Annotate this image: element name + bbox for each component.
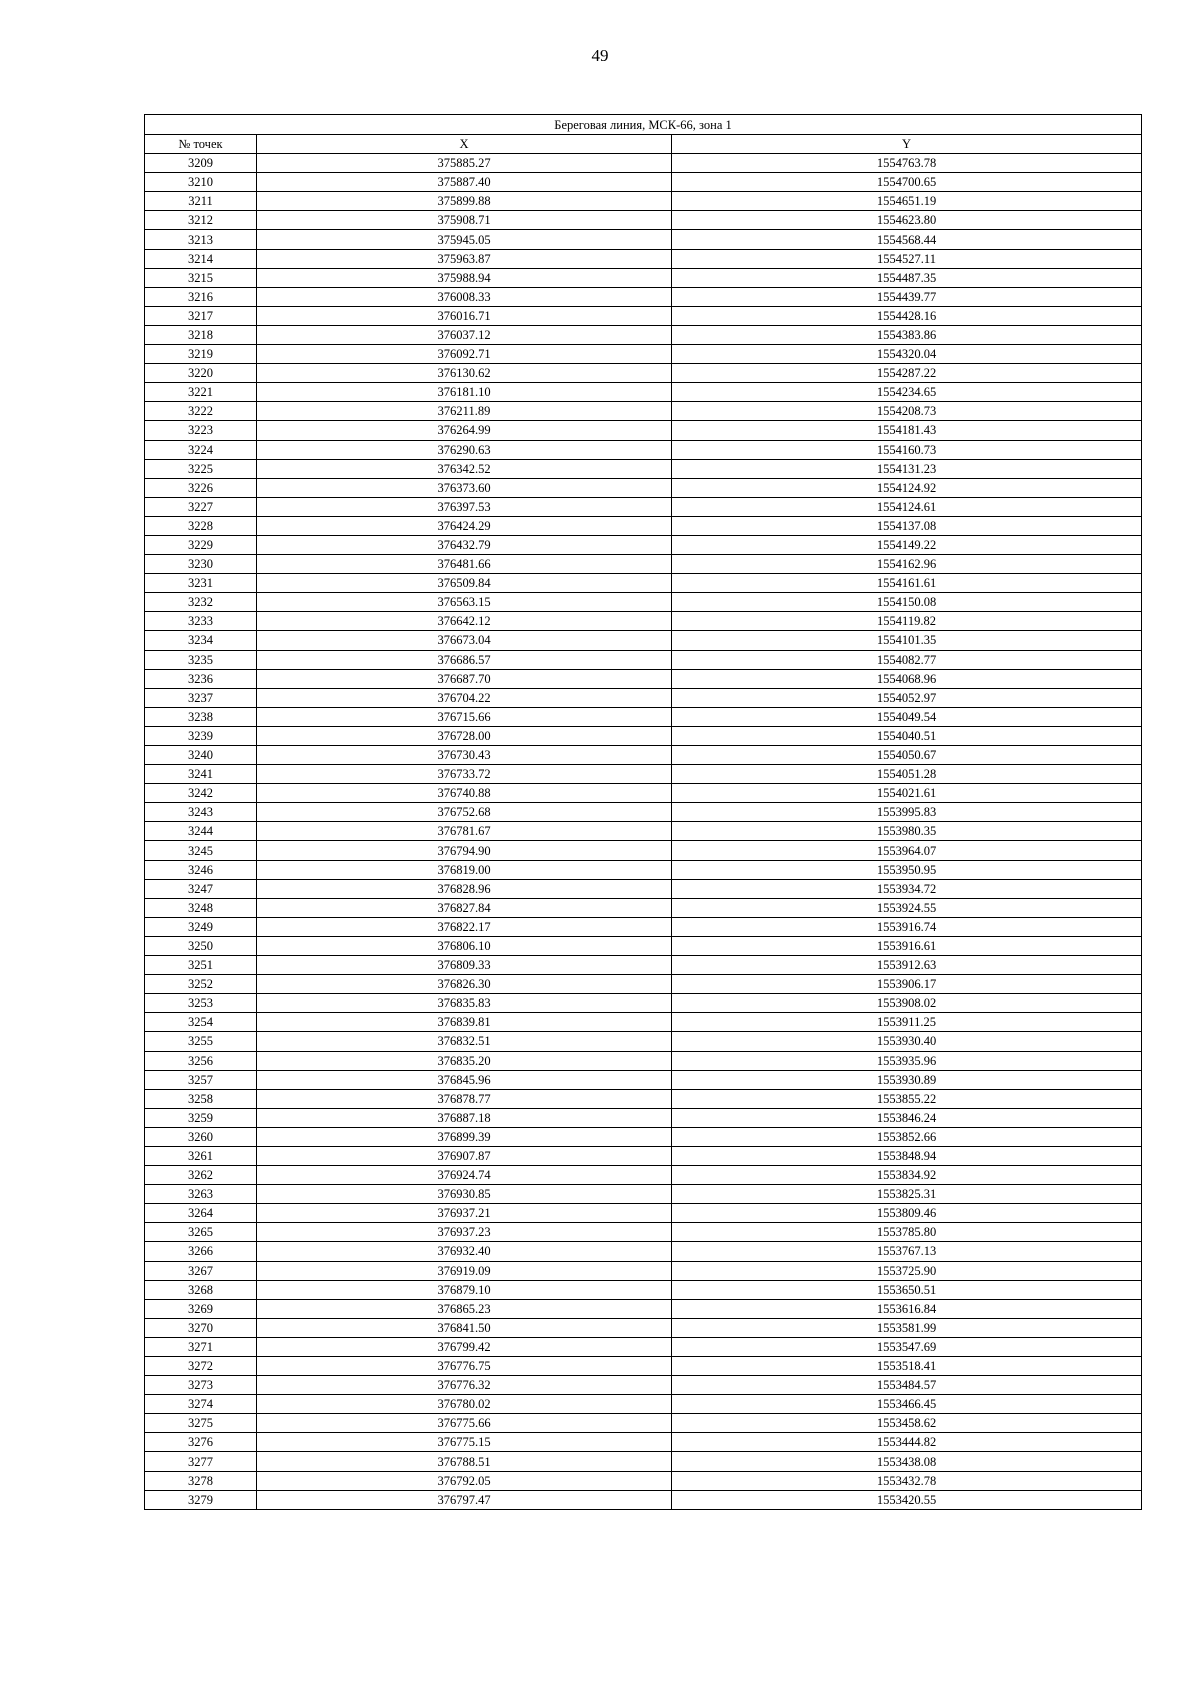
point-number-cell: 3249 xyxy=(145,917,257,936)
table-row xyxy=(145,994,1142,1013)
point-number-cell: 3275 xyxy=(145,1414,257,1433)
table-row xyxy=(145,516,1142,535)
table-row xyxy=(145,669,1142,688)
x-coordinate-cell: 376937.23 xyxy=(257,1223,672,1242)
x-coordinate-cell: 376919.09 xyxy=(257,1261,672,1280)
table-row xyxy=(145,268,1142,287)
table-row xyxy=(145,230,1142,249)
x-coordinate-cell: 376687.70 xyxy=(257,669,672,688)
y-coordinate-cell: 1553916.74 xyxy=(672,917,1142,936)
y-coordinate-cell: 1554160.73 xyxy=(672,440,1142,459)
x-coordinate-cell: 376373.60 xyxy=(257,478,672,497)
x-coordinate-cell: 376826.30 xyxy=(257,975,672,994)
table-row xyxy=(145,497,1142,516)
point-number-cell: 3273 xyxy=(145,1376,257,1395)
y-coordinate-cell: 1554181.43 xyxy=(672,421,1142,440)
table-row xyxy=(145,956,1142,975)
y-coordinate-cell: 1553547.69 xyxy=(672,1337,1142,1356)
x-coordinate-cell: 375887.40 xyxy=(257,173,672,192)
x-coordinate-cell: 376704.22 xyxy=(257,688,672,707)
table-row xyxy=(145,1032,1142,1051)
y-coordinate-cell: 1554082.77 xyxy=(672,650,1142,669)
table-row xyxy=(145,879,1142,898)
table-row xyxy=(145,612,1142,631)
x-coordinate-cell: 376799.42 xyxy=(257,1337,672,1356)
x-coordinate-cell: 376481.66 xyxy=(257,555,672,574)
x-coordinate-cell: 376776.75 xyxy=(257,1357,672,1376)
x-coordinate-cell: 376937.21 xyxy=(257,1204,672,1223)
y-coordinate-cell: 1554234.65 xyxy=(672,383,1142,402)
x-coordinate-cell: 376828.96 xyxy=(257,879,672,898)
point-number-cell: 3234 xyxy=(145,631,257,650)
x-coordinate-cell: 376728.00 xyxy=(257,726,672,745)
y-coordinate-cell: 1554651.19 xyxy=(672,192,1142,211)
table-row xyxy=(145,1337,1142,1356)
point-number-cell: 3247 xyxy=(145,879,257,898)
point-number-cell: 3246 xyxy=(145,860,257,879)
point-number-cell: 3232 xyxy=(145,593,257,612)
point-number-cell: 3256 xyxy=(145,1051,257,1070)
point-number-cell: 3274 xyxy=(145,1395,257,1414)
y-coordinate-cell: 1554320.04 xyxy=(672,345,1142,364)
y-coordinate-cell: 1553438.08 xyxy=(672,1452,1142,1471)
point-number-cell: 3220 xyxy=(145,364,257,383)
header-point-number: № точек xyxy=(145,135,257,154)
table-row xyxy=(145,1108,1142,1127)
table-row xyxy=(145,917,1142,936)
y-coordinate-cell: 1554568.44 xyxy=(672,230,1142,249)
point-number-cell: 3227 xyxy=(145,497,257,516)
table-row xyxy=(145,1357,1142,1376)
table-row xyxy=(145,154,1142,173)
point-number-cell: 3221 xyxy=(145,383,257,402)
table-row xyxy=(145,1204,1142,1223)
table-caption-row xyxy=(145,115,1142,135)
x-coordinate-cell: 376775.66 xyxy=(257,1414,672,1433)
point-number-cell: 3215 xyxy=(145,268,257,287)
y-coordinate-cell: 1554021.61 xyxy=(672,784,1142,803)
point-number-cell: 3268 xyxy=(145,1280,257,1299)
point-number-cell: 3214 xyxy=(145,249,257,268)
y-coordinate-cell: 1554700.65 xyxy=(672,173,1142,192)
table-row xyxy=(145,402,1142,421)
y-coordinate-cell: 1553935.96 xyxy=(672,1051,1142,1070)
point-number-cell: 3258 xyxy=(145,1089,257,1108)
point-number-cell: 3217 xyxy=(145,306,257,325)
x-coordinate-cell: 376730.43 xyxy=(257,746,672,765)
table-row xyxy=(145,306,1142,325)
y-coordinate-cell: 1553930.89 xyxy=(672,1070,1142,1089)
point-number-cell: 3248 xyxy=(145,898,257,917)
x-coordinate-cell: 375885.27 xyxy=(257,154,672,173)
y-coordinate-cell: 1554051.28 xyxy=(672,765,1142,784)
y-coordinate-cell: 1553444.82 xyxy=(672,1433,1142,1452)
point-number-cell: 3223 xyxy=(145,421,257,440)
x-coordinate-cell: 376092.71 xyxy=(257,345,672,364)
x-coordinate-cell: 376865.23 xyxy=(257,1299,672,1318)
y-coordinate-cell: 1553980.35 xyxy=(672,822,1142,841)
y-coordinate-cell: 1553916.61 xyxy=(672,936,1142,955)
y-coordinate-cell: 1553912.63 xyxy=(672,956,1142,975)
table-row xyxy=(145,1166,1142,1185)
point-number-cell: 3253 xyxy=(145,994,257,1013)
x-coordinate-cell: 376809.33 xyxy=(257,956,672,975)
table-row xyxy=(145,249,1142,268)
table-caption: Береговая линия, МСК-66, зона 1 xyxy=(145,115,1142,135)
x-coordinate-cell: 376397.53 xyxy=(257,497,672,516)
point-number-cell: 3231 xyxy=(145,574,257,593)
y-coordinate-cell: 1554527.11 xyxy=(672,249,1142,268)
y-coordinate-cell: 1554487.35 xyxy=(672,268,1142,287)
table-row xyxy=(145,1261,1142,1280)
y-coordinate-cell: 1554040.51 xyxy=(672,726,1142,745)
y-coordinate-cell: 1553924.55 xyxy=(672,898,1142,917)
x-coordinate-cell: 376211.89 xyxy=(257,402,672,421)
table-row xyxy=(145,1414,1142,1433)
point-number-cell: 3252 xyxy=(145,975,257,994)
y-coordinate-cell: 1553616.84 xyxy=(672,1299,1142,1318)
y-coordinate-cell: 1553518.41 xyxy=(672,1357,1142,1376)
x-coordinate-cell: 376432.79 xyxy=(257,535,672,554)
y-coordinate-cell: 1554623.80 xyxy=(672,211,1142,230)
x-coordinate-cell: 376819.00 xyxy=(257,860,672,879)
table-row xyxy=(145,1299,1142,1318)
point-number-cell: 3259 xyxy=(145,1108,257,1127)
point-number-cell: 3267 xyxy=(145,1261,257,1280)
y-coordinate-cell: 1553908.02 xyxy=(672,994,1142,1013)
x-coordinate-cell: 376181.10 xyxy=(257,383,672,402)
header-x: X xyxy=(257,135,672,154)
table-row xyxy=(145,746,1142,765)
x-coordinate-cell: 375988.94 xyxy=(257,268,672,287)
point-number-cell: 3270 xyxy=(145,1318,257,1337)
x-coordinate-cell: 376907.87 xyxy=(257,1146,672,1165)
point-number-cell: 3216 xyxy=(145,287,257,306)
table-row xyxy=(145,383,1142,402)
y-coordinate-cell: 1553834.92 xyxy=(672,1166,1142,1185)
y-coordinate-cell: 1554131.23 xyxy=(672,459,1142,478)
point-number-cell: 3219 xyxy=(145,345,257,364)
x-coordinate-cell: 376037.12 xyxy=(257,325,672,344)
table-row xyxy=(145,1471,1142,1490)
y-coordinate-cell: 1554383.86 xyxy=(672,325,1142,344)
table-row xyxy=(145,325,1142,344)
point-number-cell: 3263 xyxy=(145,1185,257,1204)
table-row xyxy=(145,593,1142,612)
y-coordinate-cell: 1553930.40 xyxy=(672,1032,1142,1051)
table-row xyxy=(145,1490,1142,1509)
table-row xyxy=(145,726,1142,745)
point-number-cell: 3279 xyxy=(145,1490,257,1509)
x-coordinate-cell: 376899.39 xyxy=(257,1127,672,1146)
y-coordinate-cell: 1553825.31 xyxy=(672,1185,1142,1204)
point-number-cell: 3213 xyxy=(145,230,257,249)
y-coordinate-cell: 1553809.46 xyxy=(672,1204,1142,1223)
point-number-cell: 3229 xyxy=(145,535,257,554)
table-row xyxy=(145,936,1142,955)
x-coordinate-cell: 376822.17 xyxy=(257,917,672,936)
y-coordinate-cell: 1554439.77 xyxy=(672,287,1142,306)
table-row xyxy=(145,192,1142,211)
x-coordinate-cell: 376424.29 xyxy=(257,516,672,535)
point-number-cell: 3255 xyxy=(145,1032,257,1051)
table-row xyxy=(145,631,1142,650)
point-number-cell: 3245 xyxy=(145,841,257,860)
y-coordinate-cell: 1553964.07 xyxy=(672,841,1142,860)
table-row xyxy=(145,1242,1142,1261)
y-coordinate-cell: 1554119.82 xyxy=(672,612,1142,631)
page-number: 49 xyxy=(591,46,609,65)
table-row xyxy=(145,803,1142,822)
x-coordinate-cell: 376673.04 xyxy=(257,631,672,650)
x-coordinate-cell: 376932.40 xyxy=(257,1242,672,1261)
point-number-cell: 3224 xyxy=(145,440,257,459)
y-coordinate-cell: 1553995.83 xyxy=(672,803,1142,822)
table-row xyxy=(145,1318,1142,1337)
x-coordinate-cell: 376832.51 xyxy=(257,1032,672,1051)
x-coordinate-cell: 376794.90 xyxy=(257,841,672,860)
y-coordinate-cell: 1554149.22 xyxy=(672,535,1142,554)
point-number-cell: 3269 xyxy=(145,1299,257,1318)
x-coordinate-cell: 376686.57 xyxy=(257,650,672,669)
point-number-cell: 3235 xyxy=(145,650,257,669)
x-coordinate-cell: 376008.33 xyxy=(257,287,672,306)
y-coordinate-cell: 1554137.08 xyxy=(672,516,1142,535)
point-number-cell: 3250 xyxy=(145,936,257,955)
y-coordinate-cell: 1553420.55 xyxy=(672,1490,1142,1509)
point-number-cell: 3262 xyxy=(145,1166,257,1185)
table-row xyxy=(145,765,1142,784)
point-number-cell: 3238 xyxy=(145,707,257,726)
x-coordinate-cell: 376752.68 xyxy=(257,803,672,822)
y-coordinate-cell: 1553458.62 xyxy=(672,1414,1142,1433)
y-coordinate-cell: 1554162.96 xyxy=(672,555,1142,574)
table-row xyxy=(145,173,1142,192)
x-coordinate-cell: 376835.83 xyxy=(257,994,672,1013)
table-row xyxy=(145,459,1142,478)
y-coordinate-cell: 1553767.13 xyxy=(672,1242,1142,1261)
table-row xyxy=(145,1089,1142,1108)
x-coordinate-cell: 376715.66 xyxy=(257,707,672,726)
table-row xyxy=(145,1223,1142,1242)
x-coordinate-cell: 376509.84 xyxy=(257,574,672,593)
x-coordinate-cell: 376792.05 xyxy=(257,1471,672,1490)
y-coordinate-cell: 1554050.67 xyxy=(672,746,1142,765)
point-number-cell: 3239 xyxy=(145,726,257,745)
table-row xyxy=(145,688,1142,707)
point-number-cell: 3211 xyxy=(145,192,257,211)
table-row xyxy=(145,555,1142,574)
table-row xyxy=(145,364,1142,383)
table-row xyxy=(145,822,1142,841)
y-coordinate-cell: 1553855.22 xyxy=(672,1089,1142,1108)
x-coordinate-cell: 376845.96 xyxy=(257,1070,672,1089)
y-coordinate-cell: 1554161.61 xyxy=(672,574,1142,593)
table-row xyxy=(145,1395,1142,1414)
y-coordinate-cell: 1554208.73 xyxy=(672,402,1142,421)
y-coordinate-cell: 1553466.45 xyxy=(672,1395,1142,1414)
y-coordinate-cell: 1554150.08 xyxy=(672,593,1142,612)
x-coordinate-cell: 375899.88 xyxy=(257,192,672,211)
point-number-cell: 3276 xyxy=(145,1433,257,1452)
table-row xyxy=(145,1452,1142,1471)
point-number-cell: 3257 xyxy=(145,1070,257,1089)
point-number-cell: 3212 xyxy=(145,211,257,230)
y-coordinate-cell: 1554124.92 xyxy=(672,478,1142,497)
x-coordinate-cell: 376924.74 xyxy=(257,1166,672,1185)
coordinates-table-container xyxy=(144,114,1141,1510)
point-number-cell: 3230 xyxy=(145,555,257,574)
y-coordinate-cell: 1553650.51 xyxy=(672,1280,1142,1299)
point-number-cell: 3233 xyxy=(145,612,257,631)
table-row xyxy=(145,1146,1142,1165)
x-coordinate-cell: 376342.52 xyxy=(257,459,672,478)
table-row xyxy=(145,898,1142,917)
x-coordinate-cell: 376775.15 xyxy=(257,1433,672,1452)
table-row xyxy=(145,1051,1142,1070)
y-coordinate-cell: 1553725.90 xyxy=(672,1261,1142,1280)
x-coordinate-cell: 376806.10 xyxy=(257,936,672,955)
y-coordinate-cell: 1554049.54 xyxy=(672,707,1142,726)
y-coordinate-cell: 1553484.57 xyxy=(672,1376,1142,1395)
y-coordinate-cell: 1554052.97 xyxy=(672,688,1142,707)
x-coordinate-cell: 376930.85 xyxy=(257,1185,672,1204)
header-y: Y xyxy=(672,135,1142,154)
point-number-cell: 3225 xyxy=(145,459,257,478)
x-coordinate-cell: 376733.72 xyxy=(257,765,672,784)
point-number-cell: 3241 xyxy=(145,765,257,784)
y-coordinate-cell: 1554068.96 xyxy=(672,669,1142,688)
table-row xyxy=(145,1433,1142,1452)
y-coordinate-cell: 1554101.35 xyxy=(672,631,1142,650)
point-number-cell: 3244 xyxy=(145,822,257,841)
x-coordinate-cell: 376290.63 xyxy=(257,440,672,459)
point-number-cell: 3266 xyxy=(145,1242,257,1261)
x-coordinate-cell: 376788.51 xyxy=(257,1452,672,1471)
point-number-cell: 3264 xyxy=(145,1204,257,1223)
x-coordinate-cell: 376879.10 xyxy=(257,1280,672,1299)
table-row xyxy=(145,650,1142,669)
y-coordinate-cell: 1553911.25 xyxy=(672,1013,1142,1032)
table-row xyxy=(145,421,1142,440)
table-row xyxy=(145,1127,1142,1146)
point-number-cell: 3261 xyxy=(145,1146,257,1165)
x-coordinate-cell: 376642.12 xyxy=(257,612,672,631)
point-number-cell: 3251 xyxy=(145,956,257,975)
point-number-cell: 3240 xyxy=(145,746,257,765)
table-row xyxy=(145,1376,1142,1395)
y-coordinate-cell: 1553432.78 xyxy=(672,1471,1142,1490)
point-number-cell: 3218 xyxy=(145,325,257,344)
point-number-cell: 3278 xyxy=(145,1471,257,1490)
table-row xyxy=(145,574,1142,593)
x-coordinate-cell: 376841.50 xyxy=(257,1318,672,1337)
x-coordinate-cell: 376839.81 xyxy=(257,1013,672,1032)
y-coordinate-cell: 1554763.78 xyxy=(672,154,1142,173)
y-coordinate-cell: 1553846.24 xyxy=(672,1108,1142,1127)
point-number-cell: 3260 xyxy=(145,1127,257,1146)
point-number-cell: 3236 xyxy=(145,669,257,688)
point-number-cell: 3265 xyxy=(145,1223,257,1242)
table-row xyxy=(145,287,1142,306)
y-coordinate-cell: 1553785.80 xyxy=(672,1223,1142,1242)
y-coordinate-cell: 1554124.61 xyxy=(672,497,1142,516)
point-number-cell: 3237 xyxy=(145,688,257,707)
y-coordinate-cell: 1554287.22 xyxy=(672,364,1142,383)
table-row xyxy=(145,1070,1142,1089)
table-header-row xyxy=(145,135,1142,154)
y-coordinate-cell: 1553848.94 xyxy=(672,1146,1142,1165)
x-coordinate-cell: 376016.71 xyxy=(257,306,672,325)
point-number-cell: 3228 xyxy=(145,516,257,535)
x-coordinate-cell: 375963.87 xyxy=(257,249,672,268)
table-row xyxy=(145,841,1142,860)
table-row xyxy=(145,860,1142,879)
y-coordinate-cell: 1553581.99 xyxy=(672,1318,1142,1337)
y-coordinate-cell: 1553934.72 xyxy=(672,879,1142,898)
point-number-cell: 3272 xyxy=(145,1357,257,1376)
y-coordinate-cell: 1553906.17 xyxy=(672,975,1142,994)
table-row xyxy=(145,211,1142,230)
table-row xyxy=(145,975,1142,994)
table-row xyxy=(145,440,1142,459)
x-coordinate-cell: 376835.20 xyxy=(257,1051,672,1070)
x-coordinate-cell: 376563.15 xyxy=(257,593,672,612)
x-coordinate-cell: 376130.62 xyxy=(257,364,672,383)
x-coordinate-cell: 375908.71 xyxy=(257,211,672,230)
x-coordinate-cell: 376264.99 xyxy=(257,421,672,440)
point-number-cell: 3226 xyxy=(145,478,257,497)
table-row xyxy=(145,707,1142,726)
point-number-cell: 3242 xyxy=(145,784,257,803)
table-row xyxy=(145,478,1142,497)
point-number-cell: 3210 xyxy=(145,173,257,192)
y-coordinate-cell: 1553852.66 xyxy=(672,1127,1142,1146)
y-coordinate-cell: 1554428.16 xyxy=(672,306,1142,325)
table-row xyxy=(145,535,1142,554)
x-coordinate-cell: 375945.05 xyxy=(257,230,672,249)
point-number-cell: 3271 xyxy=(145,1337,257,1356)
x-coordinate-cell: 376776.32 xyxy=(257,1376,672,1395)
coordinates-table xyxy=(144,114,1142,1510)
point-number-cell: 3222 xyxy=(145,402,257,421)
point-number-cell: 3254 xyxy=(145,1013,257,1032)
table-row xyxy=(145,345,1142,364)
point-number-cell: 3209 xyxy=(145,154,257,173)
x-coordinate-cell: 376780.02 xyxy=(257,1395,672,1414)
point-number-cell: 3243 xyxy=(145,803,257,822)
y-coordinate-cell: 1553950.95 xyxy=(672,860,1142,879)
table-row xyxy=(145,784,1142,803)
x-coordinate-cell: 376740.88 xyxy=(257,784,672,803)
point-number-cell: 3277 xyxy=(145,1452,257,1471)
x-coordinate-cell: 376827.84 xyxy=(257,898,672,917)
table-row xyxy=(145,1185,1142,1204)
table-row xyxy=(145,1013,1142,1032)
x-coordinate-cell: 376887.18 xyxy=(257,1108,672,1127)
table-row xyxy=(145,1280,1142,1299)
x-coordinate-cell: 376878.77 xyxy=(257,1089,672,1108)
x-coordinate-cell: 376781.67 xyxy=(257,822,672,841)
table-body xyxy=(145,154,1142,1510)
x-coordinate-cell: 376797.47 xyxy=(257,1490,672,1509)
